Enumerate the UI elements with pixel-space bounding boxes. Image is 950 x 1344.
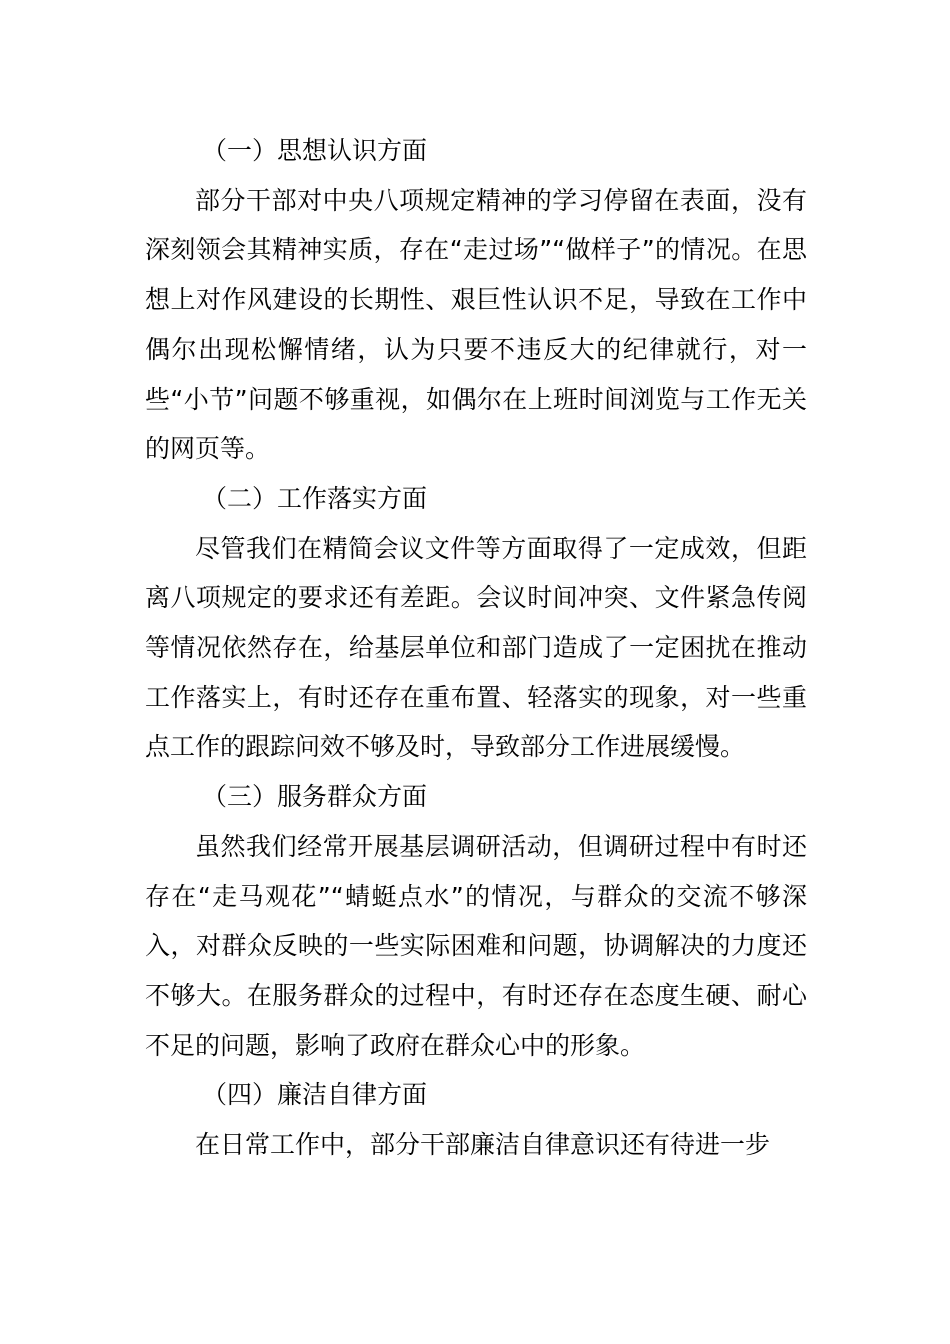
section-heading-3: （三）服务群众方面 [202,782,428,812]
section-heading-2: （二）工作落实方面 [202,483,428,513]
section-paragraph-4: 在日常工作中，部分干部廉洁自律意识还有待进一步 [195,1130,771,1160]
section-paragraph-2: 尽管我们在精简会议文件等方面取得了一定成效，但距离八项规定的要求还有差距。会议时间冲突、文件紧急传阅等情况依然存在，给基层单位和部门造成了一定困扰在推动工作落实上，有时还存在重布置、轻落实的现象，对一些重点工作的跟踪问效不够及时，导致部分工作进展缓慢。 [145,533,807,762]
document-body [145,126,807,1170]
section-heading-4: （四）廉洁自律方面 [202,1080,428,1110]
section-heading-1: （一）思想认识方面 [202,136,428,165]
section-paragraph-1: 部分干部对中央八项规定精神的学习停留在表面，没有深刻领会其精神实质，存在“走过场”“做样子”的情况。在思想上对作风建设的长期性、艰巨性认识不足，导致在工作中偶尔出现松懈情绪，认为只要不违反大的纪律就行，对一些“小节”问题不够重视，如偶尔在上班时间浏览与工作无关的网页等。 [145,185,807,464]
section-paragraph-3: 虽然我们经常开展基层调研活动，但调研过程中有时还存在“走马观花”“蜻蜓点水”的情况，与群众的交流不够深入，对群众反映的一些实际困难和问题，协调解决的力度还不够大。在服务群众的过程中，有时还存在态度生硬、耐心不足的问题，影响了政府在群众心中的形象。 [145,831,807,1060]
